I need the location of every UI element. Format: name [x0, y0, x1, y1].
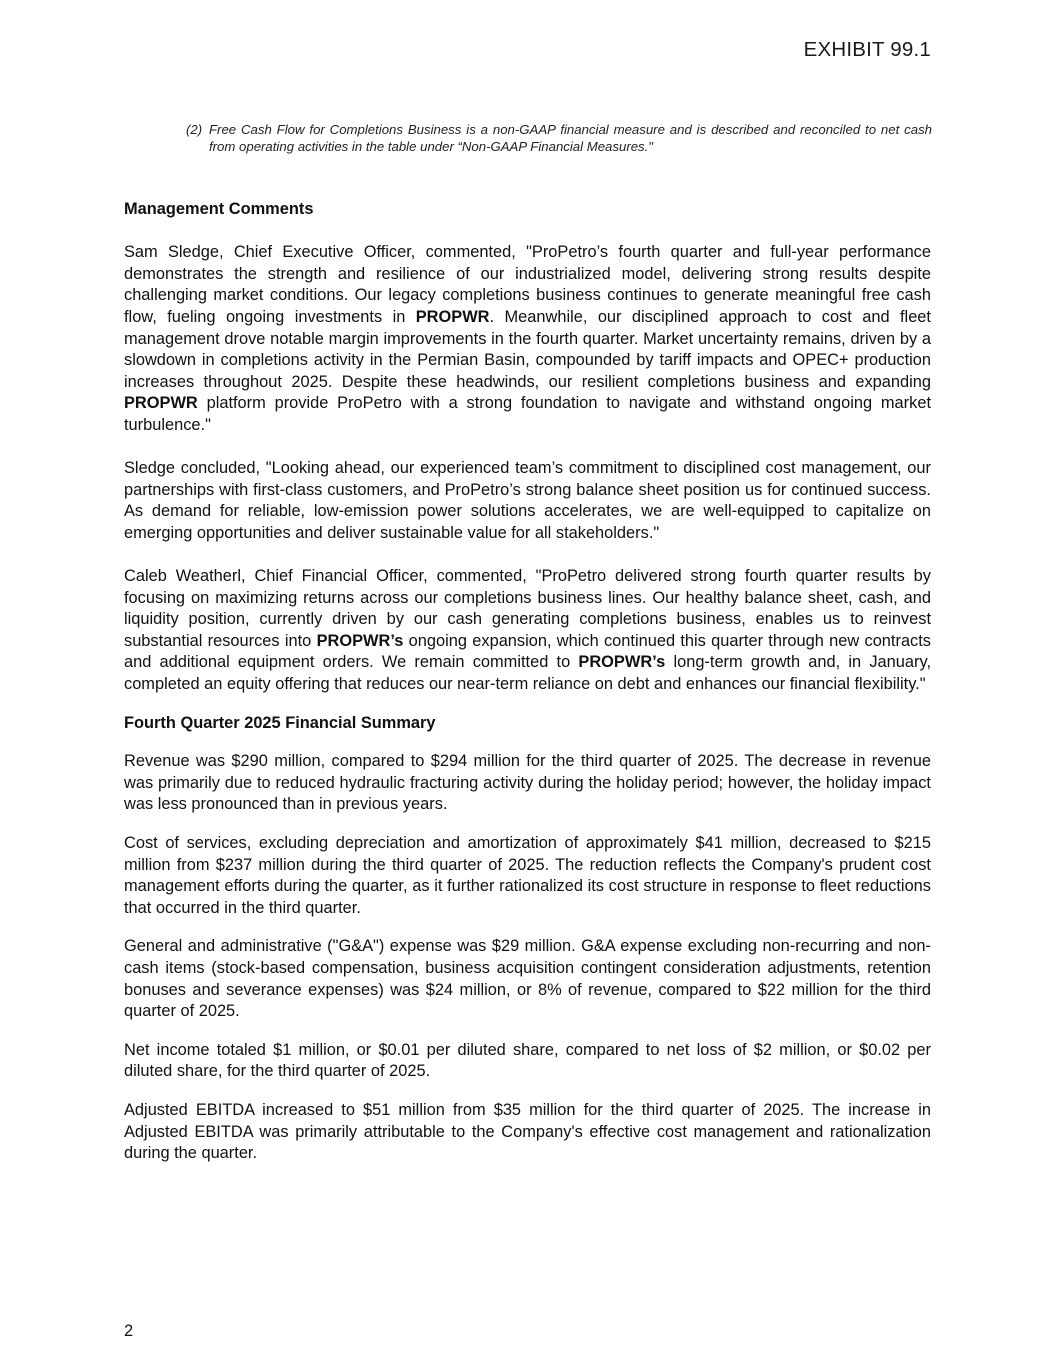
- revenue-paragraph: Revenue was $290 million, compared to $294 million for the third quarter of 2025. The decrease in revenue was primarily due to reduced hydraulic fracturing activity during the holiday period; however, the holiday impact was less pronounced than in previous years.: [124, 752, 931, 814]
- propwrs-bold-1: PROPWR’s: [316, 631, 404, 650]
- adjusted-ebitda-paragraph: Adjusted EBITDA increased to $51 million from $35 million for the third quarter of 2025. The increase in Adjusted EBITDA was primarily attributable to the Company's effective cost management and rationalization during the quarter.: [124, 1100, 931, 1163]
- cost-of-services-paragraph: Cost of services, excluding depreciation and amortization of approximately $41 million, decreased to $215 million from $237 million during the third quarter of 2025. The reduction reflects the Company's prudent cost management efforts during the quarter, as it further rationalized its cost structure in response to fleet reductions that occurred in the third quarter.: [124, 834, 931, 917]
- cfo-comment-text-1: Caleb Weatherl, Chief Financial Officer, commented, "ProPetro delivered strong fourth quarter results by focusing on maximizing returns across our completions business lines. Our healthy balance sheet, cash, and liquidity position, currently driven by our cash generating completions business, enables us to reinvest substantial resources into: [124, 567, 931, 650]
- g-and-a-paragraph: General and administrative ("G&A") expense was $29 million. G&A expense excluding non-recurring and non-cash items (stock-based compensation, business acquisition contingent consideration adjustments, retention bonuses and severance expenses) was $24 million, or 8% of revenue, compared to $22 million for the third quarter of 2025.: [124, 937, 931, 1021]
- cfo-comment-paragraph: [124, 566, 931, 696]
- ceo-comment-text-3: platform provide ProPetro with a strong foundation to navigate and withstand ongoing market turbulence.": [124, 394, 931, 434]
- cfo-comment-text-2: ongoing expansion, which continued this quarter through new contracts and additional equipment orders. We remain committed to: [124, 631, 931, 672]
- ceo-comment-text-2: . Meanwhile, our disciplined approach to cost and fleet management drove notable margin improvements in the fourth quarter. Market uncertainty remains, driven by a slowdown in completions activity in the Permian Basin, compounded by tariff impacts and OPEC+ production increases throughout 2025. Despite these headwinds, our resilient completions business and expanding: [124, 307, 931, 391]
- management-comments-heading: Management Comments: [124, 200, 314, 218]
- footnote: [186, 121, 932, 155]
- ceo-conclusion-paragraph: Sledge concluded, "Looking ahead, our experienced team’s commitment to disciplined cost management, our partnerships with first-class customers, and ProPetro’s strong balance sheet position us for continued success. As demand for reliable, low-emission power solutions accelerates, we are well-equipped to capitalize on emerging opportunities and deliver sustainable value for all stakeholders.": [124, 459, 931, 542]
- ceo-comment-paragraph: [124, 242, 931, 436]
- exhibit-label: EXHIBIT 99.1: [803, 38, 931, 61]
- footnote-number: (2): [186, 122, 203, 137]
- footnote-text: Free Cash Flow for Completions Business is a non-GAAP financial measure and is described and reconciled to net cash from operating activities in the table under “Non-GAAP Financial Measures.": [209, 122, 932, 154]
- document-body: [124, 199, 931, 1165]
- propwr-bold-1: PROPWR: [415, 307, 490, 326]
- page-number: 2: [124, 1322, 134, 1340]
- propwrs-bold-2: PROPWR’s: [578, 653, 666, 672]
- propwr-bold-2: PROPWR: [124, 394, 198, 413]
- cfo-comment-text-3: long-term growth and, in January, completed an equity offering that reduces our near-term reliance on debt and enhances our financial flexibility.": [124, 653, 932, 694]
- ceo-comment-text-1: Sam Sledge, Chief Executive Officer, commented, "ProPetro’s fourth quarter and full-year performance demonstrates the strength and resilience of our industrialized model, delivering strong results despite challenging market conditions. Our legacy completions business continues to generate meaningful free cash flow, fueling ongoing investments in: [124, 243, 931, 326]
- net-income-paragraph: Net income totaled $1 million, or $0.01 per diluted share, compared to net loss of $2 million, or $0.02 per diluted share, for the third quarter of 2025.: [124, 1040, 931, 1081]
- financial-summary-heading: Fourth Quarter 2025 Financial Summary: [124, 713, 436, 732]
